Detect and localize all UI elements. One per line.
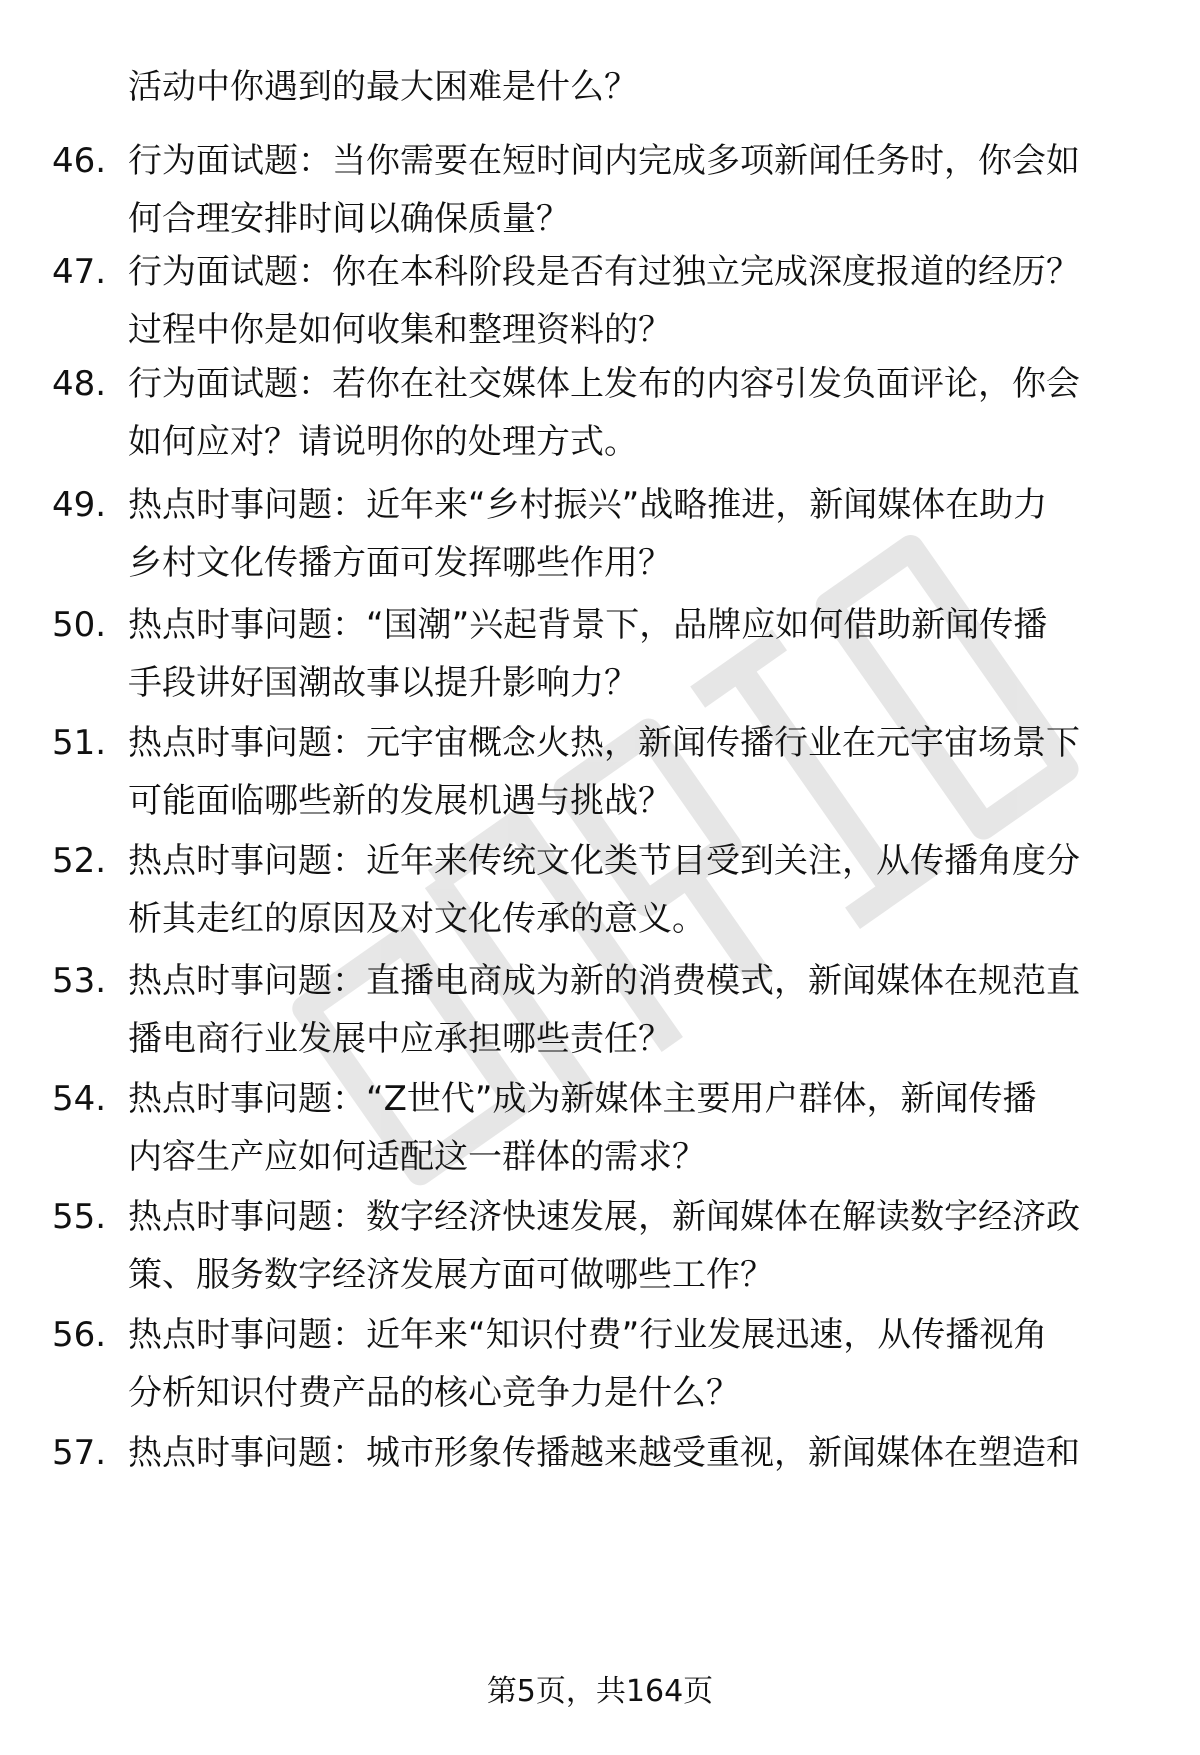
- question-line: 行为面试题：当你需要在短时间内完成多项新闻任务时，你会如: [128, 141, 1080, 181]
- question-line: 过程中你是如何收集和整理资料的？: [128, 310, 672, 350]
- question-number: 53.: [52, 961, 107, 1001]
- question-number: 49.: [52, 485, 107, 525]
- question-line: 何合理安排时间以确保质量？: [128, 199, 570, 239]
- page-footer: 第5页，共164页: [486, 1674, 714, 1709]
- question-line: 如何应对？请说明你的处理方式。: [128, 422, 638, 462]
- question-text: [128, 1306, 1148, 1422]
- question-line: 内容生产应如何适配这一群体的需求？: [128, 1137, 706, 1177]
- question-line: 热点时事问题：近年来“乡村振兴”战略推进，新闻媒体在助力: [128, 485, 1048, 525]
- question-line: 热点时事问题：近年来传统文化类节目受到关注，从传播角度分: [128, 841, 1080, 881]
- question-line: 热点时事问题：数字经济快速发展，新闻媒体在解读数字经济政: [128, 1197, 1080, 1237]
- question-text: [128, 243, 1148, 359]
- question-number: 51.: [52, 723, 107, 763]
- continuation-line: 活动中你遇到的最大困难是什么？: [128, 67, 638, 107]
- question-line: 热点时事问题：元宇宙概念火热，新闻传播行业在元宇宙场景下: [128, 723, 1080, 763]
- question-text: [128, 832, 1148, 948]
- question-line: 热点时事问题：近年来“知识付费”行业发展迅速，从传播视角: [128, 1315, 1048, 1355]
- question-line: 乡村文化传播方面可发挥哪些作用？: [128, 543, 672, 583]
- question-line: 分析知识付费产品的核心竞争力是什么？: [128, 1373, 740, 1413]
- question-text: [128, 1070, 1148, 1186]
- question-number: 55.: [52, 1197, 107, 1237]
- question-text: [128, 952, 1148, 1068]
- question-line: 行为面试题：你在本科阶段是否有过独立完成深度报道的经历？: [128, 252, 1080, 292]
- question-number: 47.: [52, 252, 107, 292]
- question-text: [128, 476, 1148, 592]
- question-text: [128, 714, 1148, 830]
- question-line: 析其走红的原因及对文化传承的意义。: [128, 899, 706, 939]
- question-line: 热点时事问题：城市形象传播越来越受重视，新闻媒体在塑造和: [128, 1433, 1080, 1473]
- question-number: 56.: [52, 1315, 107, 1355]
- question-line: 策、服务数字经济发展方面可做哪些工作？: [128, 1255, 774, 1295]
- question-line: 热点时事问题：直播电商成为新的消费模式，新闻媒体在规范直: [128, 961, 1080, 1001]
- question-number: 48.: [52, 364, 107, 404]
- question-number: 54.: [52, 1079, 107, 1119]
- question-text: [128, 596, 1148, 712]
- question-line: 可能面临哪些新的发展机遇与挑战？: [128, 781, 672, 821]
- question-line: 热点时事问题：“国潮”兴起背景下，品牌应如何借助新闻传播: [128, 605, 1048, 645]
- question-text: [128, 1424, 1148, 1482]
- question-line: 播电商行业发展中应承担哪些责任？: [128, 1019, 672, 1059]
- question-number: 50.: [52, 605, 107, 645]
- question-text: [128, 1188, 1148, 1304]
- question-number: 52.: [52, 841, 107, 881]
- question-line: 热点时事问题：“Z世代”成为新媒体主要用户群体，新闻传播: [128, 1079, 1037, 1119]
- question-line: 行为面试题：若你在社交媒体上发布的内容引发负面评论，你会: [128, 364, 1080, 404]
- question-text: [128, 132, 1148, 248]
- question-number: 46.: [52, 141, 107, 181]
- question-number: 57.: [52, 1433, 107, 1473]
- question-text: [128, 355, 1148, 471]
- question-line: 手段讲好国潮故事以提升影响力？: [128, 663, 638, 703]
